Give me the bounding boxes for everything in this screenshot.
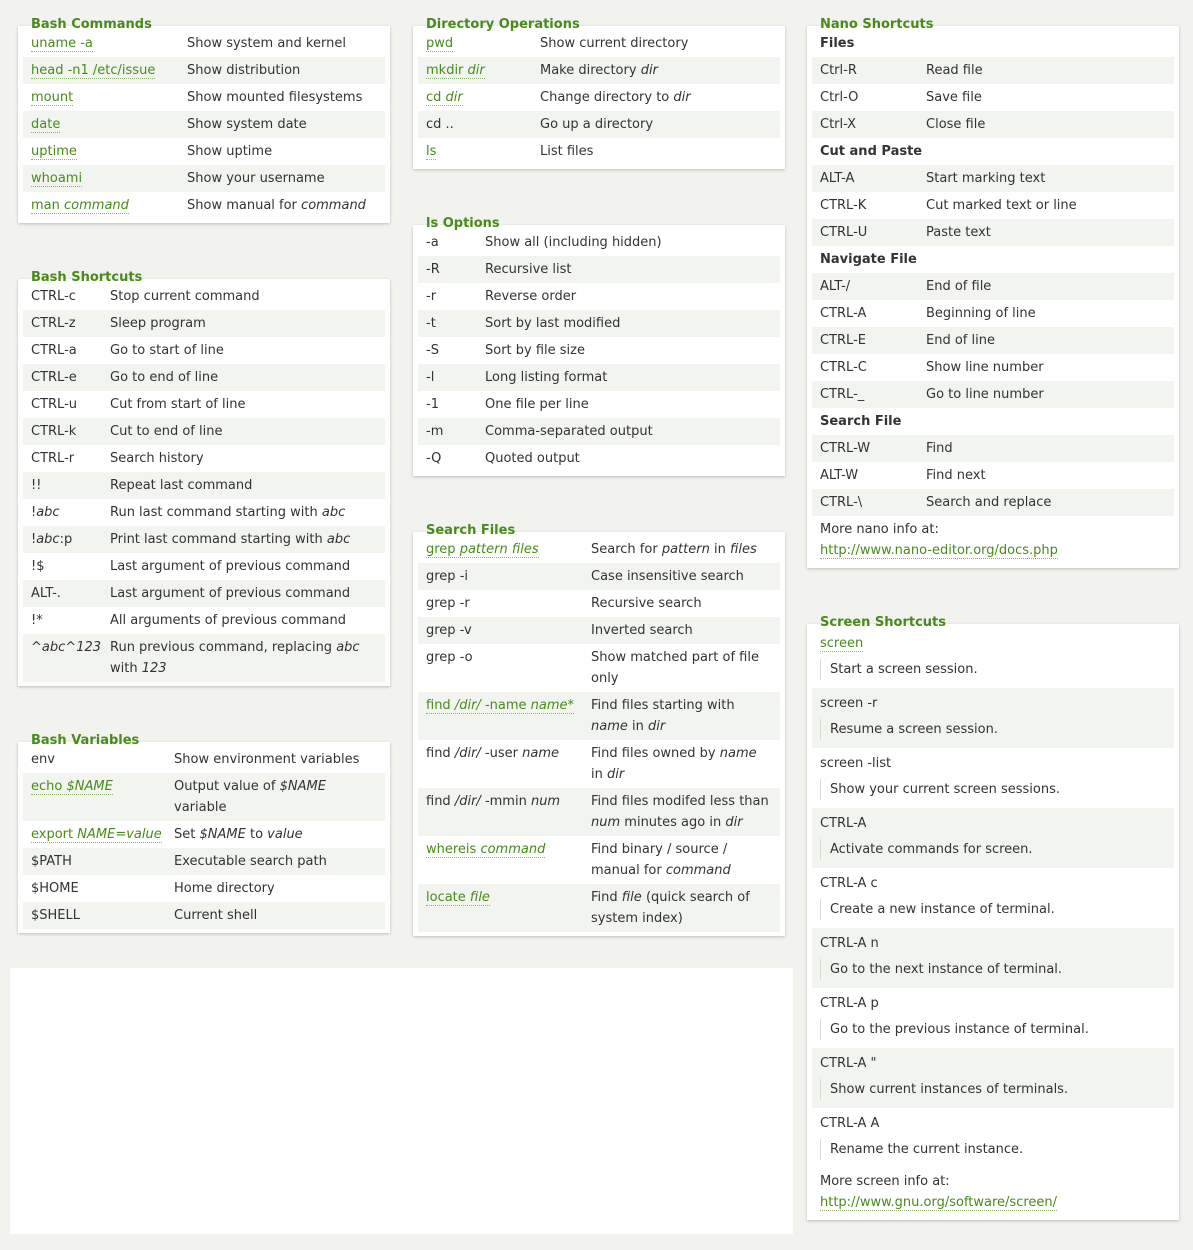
row-description: Go to the previous instance of terminal. — [820, 1019, 1166, 1040]
table-row — [23, 310, 385, 337]
table-row — [23, 192, 385, 219]
shortcut-key: CTRL-z — [31, 316, 76, 331]
table-row — [418, 310, 780, 337]
row-description: Read file — [926, 63, 983, 78]
command-link[interactable]: grep pattern files — [426, 542, 539, 557]
list-item — [812, 1048, 1174, 1108]
screen-docs-link[interactable]: http://www.gnu.org/software/screen/ — [820, 1195, 1058, 1210]
row-description: Inverted search — [591, 623, 693, 638]
table-row — [23, 138, 385, 165]
row-description: Find files starting with name in dir — [591, 698, 735, 734]
command-link[interactable]: whereis command — [426, 842, 546, 857]
table-row — [23, 111, 385, 138]
option-key: -Q — [426, 451, 442, 466]
command-key: find /dir/ -user name — [426, 746, 559, 761]
row-description: Home directory — [174, 881, 275, 896]
row-description: Last argument of previous command — [110, 586, 351, 601]
row-description: Start a screen session. — [820, 659, 1166, 680]
group-heading: Cut and Paste — [820, 144, 923, 159]
bash-commands-table — [18, 26, 390, 223]
table-row — [23, 57, 385, 84]
row-description: End of file — [926, 279, 992, 294]
row-description: Quoted output — [485, 451, 580, 466]
table-row — [418, 337, 780, 364]
variable-key: $PATH — [31, 854, 72, 869]
row-description: Search and replace — [926, 495, 1052, 510]
table-row — [418, 229, 780, 256]
row-description: Find files modifed less than num minutes ago in dir — [591, 794, 769, 830]
shortcut-key: CTRL-E — [820, 333, 866, 348]
row-description: Show all (including hidden) — [485, 235, 662, 250]
directory-operations-table — [413, 26, 785, 169]
table-row — [418, 563, 780, 590]
row-description: Show current directory — [540, 36, 689, 51]
table-row — [23, 364, 385, 391]
section-screen-shortcuts — [807, 598, 1179, 1220]
table-row — [23, 84, 385, 111]
row-description: Change directory to dir — [540, 90, 691, 105]
row-description: Show mounted filesystems — [187, 90, 363, 105]
row-description: Start marking text — [926, 171, 1046, 186]
command-link[interactable]: cd dir — [426, 90, 463, 105]
row-description: Search history — [110, 451, 204, 466]
section-title: Search Files — [426, 523, 516, 538]
row-description: Go to start of line — [110, 343, 224, 358]
table-row — [23, 875, 385, 902]
table-row — [418, 30, 780, 57]
list-item — [812, 868, 1174, 928]
shortcut-key: CTRL-K — [820, 198, 867, 213]
table-row — [418, 788, 780, 836]
row-description: Run last command starting with abc — [110, 505, 346, 520]
table-row — [23, 526, 385, 553]
row-description: Go up a directory — [540, 117, 654, 132]
row-description: Stop current command — [110, 289, 260, 304]
table-row — [812, 462, 1174, 489]
row-description: Show uptime — [187, 144, 273, 159]
option-key: -m — [426, 424, 444, 439]
list-item — [812, 1108, 1174, 1168]
row-description: List files — [540, 144, 594, 159]
section-title: Screen Shortcuts — [820, 615, 946, 630]
list-item — [812, 928, 1174, 988]
command-key: grep -r — [426, 596, 470, 611]
ls-options-table — [413, 225, 785, 476]
shortcut-key: ALT-. — [31, 586, 61, 601]
row-description: Output value of $NAME variable — [174, 779, 326, 815]
table-row — [812, 84, 1174, 111]
shortcut-key: CTRL-a — [31, 343, 77, 358]
row-description: Show manual for command — [187, 198, 366, 213]
row-description: Sort by last modified — [485, 316, 621, 331]
table-row — [418, 364, 780, 391]
table-row — [23, 418, 385, 445]
command-key: CTRL-A — [820, 816, 867, 831]
command-link[interactable]: export NAME=value — [31, 827, 162, 842]
option-key: -R — [426, 262, 440, 277]
row-description: Find binary / source / manual for command — [591, 842, 731, 878]
table-row — [23, 607, 385, 634]
table-row — [812, 165, 1174, 192]
section-nano-shortcuts — [807, 0, 1179, 568]
table-row — [418, 283, 780, 310]
command-key: CTRL-A A — [820, 1116, 880, 1131]
table-row — [812, 192, 1174, 219]
table-row — [812, 489, 1174, 516]
table-row — [23, 902, 385, 929]
more-info — [812, 516, 1174, 564]
command-link[interactable]: whoami — [31, 171, 83, 186]
section-directory-operations — [413, 0, 785, 169]
row-description: Show environment variables — [174, 752, 360, 767]
row-description: Go to line number — [926, 387, 1044, 402]
list-item — [812, 628, 1174, 688]
table-row — [23, 773, 385, 821]
shortcut-key: CTRL-u — [31, 397, 77, 412]
more-info-label: More screen info at: — [820, 1174, 950, 1189]
shortcut-key: CTRL-U — [820, 225, 868, 240]
table-row — [418, 884, 780, 932]
command-link[interactable]: man command — [31, 198, 129, 213]
row-description: Search for pattern in files — [591, 542, 757, 557]
row-description: Case insensitive search — [591, 569, 744, 584]
section-title: Bash Variables — [31, 733, 140, 748]
nano-docs-link[interactable]: http://www.nano-editor.org/docs.php — [820, 543, 1058, 558]
table-row — [812, 381, 1174, 408]
table-row — [418, 836, 780, 884]
shortcut-key: ALT-/ — [820, 279, 851, 294]
shortcut-key: Ctrl-X — [820, 117, 857, 132]
table-row — [23, 553, 385, 580]
variable-key: $HOME — [31, 881, 79, 896]
table-row — [418, 391, 780, 418]
shortcut-key: CTRL-\ — [820, 495, 863, 510]
command-link[interactable]: pwd — [426, 36, 454, 51]
shortcut-key: CTRL-k — [31, 424, 77, 439]
table-row — [23, 337, 385, 364]
row-description: Rename the current instance. — [820, 1139, 1166, 1160]
row-description: Comma-separated output — [485, 424, 653, 439]
command-key: CTRL-A c — [820, 876, 878, 891]
row-description: Show current instances of terminals. — [820, 1079, 1166, 1100]
option-key: -1 — [426, 397, 439, 412]
group-heading: Files — [820, 36, 855, 51]
shortcut-key: !abc — [31, 505, 60, 520]
command-key: screen -r — [820, 696, 878, 711]
shortcut-key: Ctrl-O — [820, 90, 859, 105]
shortcut-key: CTRL-C — [820, 360, 867, 375]
row-description: Show matched part of file only — [591, 650, 759, 686]
table-row — [418, 617, 780, 644]
variable-key: env — [31, 752, 55, 767]
shortcut-key: CTRL-c — [31, 289, 76, 304]
table-row — [812, 354, 1174, 381]
row-description: One file per line — [485, 397, 589, 412]
row-description: Repeat last command — [110, 478, 253, 493]
shortcut-key: !! — [31, 478, 42, 493]
row-description: Recursive search — [591, 596, 702, 611]
row-description: Sort by file size — [485, 343, 585, 358]
command-link[interactable]: find /dir/ -name name* — [426, 698, 575, 713]
row-description: Close file — [926, 117, 986, 132]
section-bash-shortcuts — [18, 253, 390, 686]
shortcut-key: !abc:p — [31, 532, 73, 547]
section-title: Bash Commands — [31, 17, 152, 32]
row-description: Paste text — [926, 225, 991, 240]
row-description: Show your current screen sessions. — [820, 779, 1166, 800]
table-row — [812, 219, 1174, 246]
table-row — [418, 590, 780, 617]
row-description: Show line number — [926, 360, 1044, 375]
command-key: find /dir/ -mmin num — [426, 794, 561, 809]
row-description: Executable search path — [174, 854, 327, 869]
option-key: -a — [426, 235, 439, 250]
command-link[interactable]: head -n1 /etc/issue — [31, 63, 156, 78]
table-row — [418, 57, 780, 84]
column-left — [18, 0, 390, 963]
row-description: Show system date — [187, 117, 307, 132]
shortcut-key: !* — [31, 613, 43, 628]
list-item — [812, 988, 1174, 1048]
command-link[interactable]: screen — [820, 636, 864, 651]
section-bash-variables — [18, 716, 390, 933]
command-key: grep -v — [426, 623, 472, 638]
list-item — [812, 748, 1174, 808]
option-key: -t — [426, 316, 436, 331]
table-row — [23, 848, 385, 875]
more-info — [812, 1168, 1174, 1216]
variable-key: $SHELL — [31, 908, 80, 923]
shortcut-key: !$ — [31, 559, 45, 574]
row-description: Find files owned by name in dir — [591, 746, 757, 782]
shortcut-key: Ctrl-R — [820, 63, 857, 78]
shortcut-key: CTRL-e — [31, 370, 77, 385]
table-row — [418, 138, 780, 165]
command-link[interactable]: uname -a — [31, 36, 93, 51]
section-ls-options — [413, 199, 785, 476]
row-description: Show distribution — [187, 63, 301, 78]
command-key: cd .. — [426, 117, 454, 132]
command-key: CTRL-A n — [820, 936, 879, 951]
bash-variables-table — [18, 742, 390, 933]
table-row — [23, 472, 385, 499]
section-title: Bash Shortcuts — [31, 270, 143, 285]
row-description: Current shell — [174, 908, 258, 923]
row-description: Long listing format — [485, 370, 608, 385]
command-key: screen -list — [820, 756, 892, 771]
table-row — [23, 283, 385, 310]
row-description: Show your username — [187, 171, 325, 186]
row-description: Set $NAME to value — [174, 827, 303, 842]
table-row — [812, 111, 1174, 138]
row-description: Cut from start of line — [110, 397, 246, 412]
table-row — [812, 57, 1174, 84]
row-description: Last argument of previous command — [110, 559, 351, 574]
row-description: All arguments of previous command — [110, 613, 346, 628]
blank-area — [10, 968, 793, 1234]
shortcut-key: CTRL-_ — [820, 387, 865, 402]
row-description: Run previous command, replacing abc with 123 — [110, 640, 360, 676]
table-row — [418, 692, 780, 740]
shortcut-key: CTRL-r — [31, 451, 75, 466]
section-search-files — [413, 506, 785, 936]
row-description: Cut to end of line — [110, 424, 223, 439]
table-row — [418, 740, 780, 788]
command-link[interactable]: date — [31, 117, 61, 132]
table-row — [23, 30, 385, 57]
list-item — [812, 808, 1174, 868]
table-row — [812, 327, 1174, 354]
row-description: Sleep program — [110, 316, 206, 331]
shortcut-key: ^abc^123 — [31, 640, 102, 655]
shortcut-key: CTRL-W — [820, 441, 871, 456]
row-description: Recursive list — [485, 262, 572, 277]
row-description: Reverse order — [485, 289, 577, 304]
shortcut-key: CTRL-A — [820, 306, 867, 321]
table-row — [23, 445, 385, 472]
row-description: Find file (quick search of system index) — [591, 890, 750, 926]
row-description: Cut marked text or line — [926, 198, 1077, 213]
command-key: CTRL-A p — [820, 996, 879, 1011]
table-row — [23, 821, 385, 848]
row-description: Resume a screen session. — [820, 719, 1166, 740]
option-key: -S — [426, 343, 439, 358]
command-link[interactable]: ls — [426, 144, 437, 159]
column-right — [807, 0, 1179, 1250]
row-description: Find — [926, 441, 953, 456]
section-title: Nano Shortcuts — [820, 17, 934, 32]
bash-shortcuts-table — [18, 279, 390, 686]
section-title: Directory Operations — [426, 17, 580, 32]
row-description: Save file — [926, 90, 982, 105]
column-middle — [413, 0, 785, 966]
nano-shortcuts-table — [807, 26, 1179, 568]
more-info-label: More nano info at: — [820, 522, 939, 537]
group-heading: Navigate File — [820, 252, 917, 267]
command-key: grep -o — [426, 650, 473, 665]
table-row — [418, 256, 780, 283]
table-row — [812, 300, 1174, 327]
section-title: ls Options — [426, 216, 500, 231]
list-item — [812, 688, 1174, 748]
section-bash-commands — [18, 0, 390, 223]
table-row — [23, 499, 385, 526]
option-key: -l — [426, 370, 435, 385]
row-description: Make directory dir — [540, 63, 658, 78]
table-row — [418, 418, 780, 445]
row-description: Go to the next instance of terminal. — [820, 959, 1166, 980]
table-row — [23, 746, 385, 773]
screen-shortcuts-table — [807, 624, 1179, 1220]
row-description: Print last command starting with abc — [110, 532, 351, 547]
row-description: Create a new instance of terminal. — [820, 899, 1166, 920]
row-description: Show system and kernel — [187, 36, 346, 51]
table-row — [812, 273, 1174, 300]
shortcut-key: ALT-W — [820, 468, 859, 483]
table-row — [418, 536, 780, 563]
command-link[interactable]: echo $NAME — [31, 779, 113, 794]
table-row — [23, 580, 385, 607]
table-row — [418, 111, 780, 138]
command-key: grep -i — [426, 569, 468, 584]
command-key: CTRL-A " — [820, 1056, 877, 1071]
group-heading: Search File — [820, 414, 902, 429]
row-description: End of line — [926, 333, 995, 348]
table-row — [418, 644, 780, 692]
row-description: Find next — [926, 468, 986, 483]
table-row — [418, 84, 780, 111]
command-link[interactable]: locate file — [426, 890, 490, 905]
row-description: Beginning of line — [926, 306, 1036, 321]
option-key: -r — [426, 289, 437, 304]
table-row — [23, 165, 385, 192]
command-link[interactable]: uptime — [31, 144, 77, 159]
search-files-table — [413, 532, 785, 936]
table-row — [418, 445, 780, 472]
command-link[interactable]: mkdir dir — [426, 63, 485, 78]
table-row — [812, 435, 1174, 462]
shortcut-key: ALT-A — [820, 171, 855, 186]
table-row — [23, 391, 385, 418]
table-row — [23, 634, 385, 682]
command-link[interactable]: mount — [31, 90, 74, 105]
row-description: Activate commands for screen. — [820, 839, 1166, 860]
row-description: Go to end of line — [110, 370, 219, 385]
